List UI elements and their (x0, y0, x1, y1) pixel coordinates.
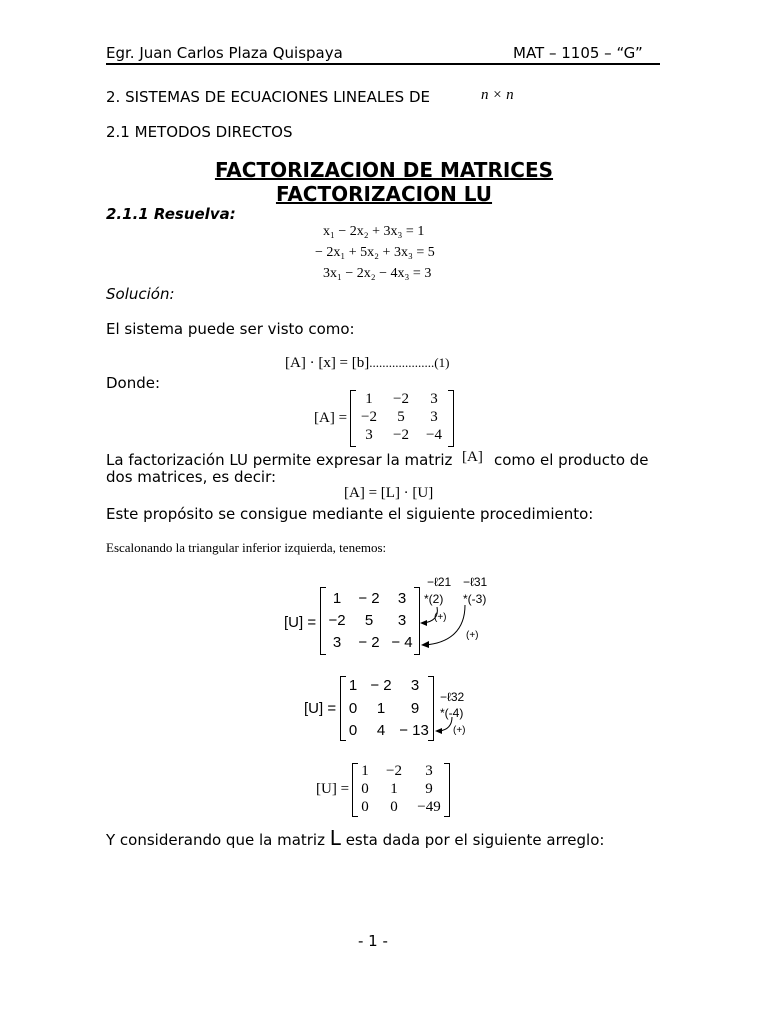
equation-3: 3x₁ − 2x₂ − 4x₃ = 3 (323, 266, 432, 281)
matrix-u3 (352, 763, 450, 817)
matrix-cell: 9 (425, 781, 433, 797)
matrix-cell: −49 (417, 799, 441, 815)
section-heading: 2. SISTEMAS DE ECUACIONES LINEALES DE (106, 88, 430, 106)
paragraph-5b: esta dada por el siguiente arreglo: (345, 831, 605, 849)
equation-axb (285, 355, 449, 372)
matrix-cell: 0 (348, 722, 358, 739)
row-operation-arrow-u2 (432, 715, 462, 740)
matrix-cell: − 13 (399, 722, 429, 739)
arrow-row2 (423, 607, 437, 623)
annotation-m32: *(-4) (440, 706, 464, 720)
matrix-cell: 1 (361, 763, 369, 779)
matrix-cell: − 2 (358, 590, 380, 607)
matrix-u1 (320, 587, 420, 655)
paragraph-5a: Y considerando que la matriz (106, 831, 325, 849)
matrix-cell: 3 (397, 612, 407, 629)
matrix-cell: 1 (348, 677, 358, 694)
matrix-cell: 5 (397, 409, 405, 425)
matrix-cell: 3 (332, 634, 342, 651)
page-number: - 1 - (358, 932, 388, 950)
row-operation-arrows (415, 595, 475, 650)
paragraph-5 (106, 826, 604, 850)
header-course: MAT – 1105 – “G” (513, 44, 643, 62)
matrix-cell: − 4 (391, 634, 413, 651)
matrix-cell: 3 (430, 391, 438, 407)
annotation-plus-1: (+) (434, 612, 447, 623)
matrix-a (350, 390, 454, 447)
annotation-l31: −ℓ31 (463, 575, 488, 589)
matrix-bracket-right (448, 390, 454, 447)
paragraph-4: Escalonando la triangular inferior izquierda, tenemos: (106, 540, 387, 555)
header-author: Egr. Juan Carlos Plaza Quispaya (106, 44, 343, 62)
paragraph-2b: como el producto de (494, 451, 649, 469)
equation-1: x₁ − 2x₂ + 3x₃ = 1 (323, 224, 425, 239)
matrix-cell: −2 (393, 391, 409, 407)
matrix-cell: 3 (397, 590, 407, 607)
section-subheading: 2.1 METODOS DIRECTOS (106, 123, 293, 141)
matrix-cell: −2 (328, 612, 346, 629)
solution-label: Solución: (106, 285, 175, 303)
matrix-cell: −2 (386, 763, 402, 779)
matrix-cell: 9 (410, 700, 420, 717)
matrix-cell: 3 (425, 763, 433, 779)
donde-label: Donde: (106, 374, 161, 392)
equation-axb-dots: ....................(1) (369, 355, 450, 370)
section-heading-math: n × n (481, 87, 514, 103)
paragraph-5-L: L (329, 826, 341, 850)
annotation-m31: *(-3) (463, 592, 487, 606)
matrix-u2 (340, 676, 434, 741)
equation-axb-text: [A] · [x] = [b] (285, 355, 370, 371)
equation-alu: [A] = [L] · [U] (344, 485, 434, 501)
matrix-cell: −4 (426, 427, 442, 443)
matrix-cell: 3 (365, 427, 373, 443)
equation-2: − 2x₁ + 5x₂ + 3x₃ = 5 (315, 245, 435, 260)
arrowhead-row2 (420, 620, 427, 626)
annotation-m21: *(2) (424, 592, 444, 606)
matrix-cell: 1 (390, 781, 398, 797)
matrix-cell: 0 (348, 700, 358, 717)
matrix-cell: 1 (332, 590, 342, 607)
matrix-cell: 1 (365, 391, 373, 407)
annotation-l21: −ℓ21 (427, 575, 452, 589)
matrix-cell: −2 (361, 409, 377, 425)
exercise-label: 2.1.1 Resuelva: (106, 205, 236, 223)
matrix-u3-label: [U] = (316, 781, 350, 797)
matrix-cell: − 2 (370, 677, 392, 694)
title-line-1: FACTORIZACION DE MATRICES (214, 158, 554, 182)
matrix-cell: 3 (410, 677, 420, 694)
arrowhead-row3-u2 (435, 728, 442, 734)
matrix-cell: − 2 (358, 634, 380, 651)
matrix-u1-label: [U] = (284, 614, 317, 631)
matrix-u2-label: [U] = (304, 700, 337, 717)
paragraph-2c: dos matrices, es decir: (106, 468, 277, 486)
matrix-cell: 3 (430, 409, 438, 425)
matrix-cell: 1 (376, 700, 386, 717)
arrow-row3 (425, 605, 465, 645)
arrowhead-row3 (421, 641, 429, 648)
matrix-cell: 5 (364, 612, 374, 629)
annotation-plus-2: (+) (466, 630, 479, 641)
title-line-2: FACTORIZACION LU (275, 182, 493, 206)
matrix-cell: 4 (376, 722, 386, 739)
matrix-cell: −2 (393, 427, 409, 443)
matrix-cell: 0 (361, 799, 369, 815)
matrix-cell: 0 (361, 781, 369, 797)
annotation-plus-3: (+) (453, 725, 466, 736)
annotation-l32: −ℓ32 (440, 690, 465, 704)
paragraph-3: Este propósito se consigue mediante el siguiente procedimiento: (106, 505, 594, 523)
paragraph-2a: La factorización LU permite expresar la matriz (106, 451, 453, 469)
header-divider (106, 63, 660, 65)
matrix-cell: 0 (390, 799, 398, 815)
matrix-a-label: [A] = (314, 410, 348, 426)
paragraph-2-math: [A] (462, 449, 483, 465)
paragraph-1: El sistema puede ser visto como: (106, 320, 355, 338)
